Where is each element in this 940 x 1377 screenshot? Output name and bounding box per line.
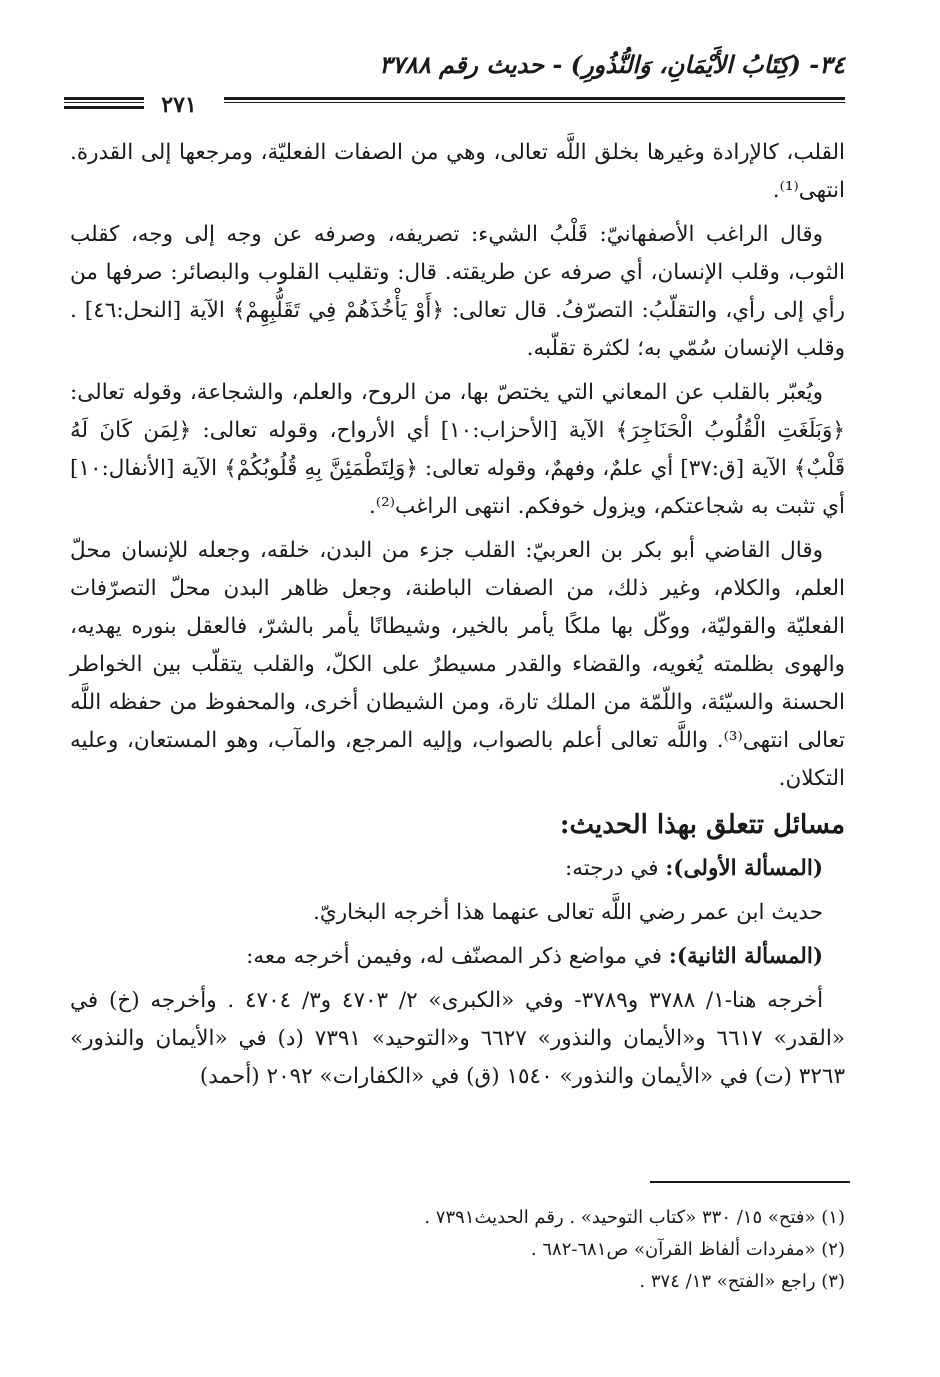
- main-text: [70, 134, 845, 1102]
- issue-1-text: حديث ابن عمر رضي اللَّه تعالى عنهما هذا أخرجه البخاريّ.: [313, 900, 823, 925]
- header-rule-main-2: [224, 102, 845, 103]
- issue-1-heading: [70, 850, 845, 888]
- issue-2-text: أخرجه هنا-١/ ٣٧٨٨ و٣٧٨٩- وفي «الكبرى» ٢/ ٤٧٠٣ و٣/ ٤٧٠٤ . وأخرجه (خ) في «القدر» ٦٦١٧ و«الأيمان والنذور» ٦٦٢٧ و«التوحيد» ٧٣٩١ (د) في «الأيمان والنذور» ٣٢٦٣ (ت) في «الأيمان والنذور» ١٥٤٠ (ق) في «الكفارات» ٢٠٩٢ (أحمد): [70, 988, 845, 1089]
- running-header-title: ٣٤- (كِتَابُ الأَيْمَانِ، وَالنُّذُورِ) - حديث رقم ٣٧٨٨: [379, 50, 845, 79]
- footnotes: [70, 1202, 845, 1298]
- footnote-1: (١) «فتح» ١٥/ ٣٣٠ «كتاب التوحيد» . رقم الحديث٧٣٩١ .: [424, 1207, 845, 1228]
- header-rule-left-3: [64, 106, 144, 109]
- issue-2-title: في مواضع ذكر المصنّف له، وفيمن أخرجه معه:: [246, 944, 669, 969]
- footnote-2: (٢) «مفردات ألفاظ القرآن» ص٦٨١-٦٨٢ .: [530, 1239, 845, 1260]
- issue-2-label: (المسألة الثانية):: [668, 944, 823, 969]
- paragraph-4: وقال القاضي أبو بكر بن العربيّ: القلب جزء من البدن، خلقه، وجعله للإنسان محلّ العلم، والكلام، وغير ذلك، من الصفات الباطنة، وجعل ظاهر البدن محلّ التصرّفات الفعليّة والقوليّة، ووكّل بها ملكًا يأمر بالخير، وشيطانًا يأمر بالشرّ، فالعقل بنوره يهديه، والهوى بظلمته يُغويه، والقضاء والقدر مسيطرٌ على الكلّ، والقلب يتقلّب بين الخواطر الحسنة والسيّئة، واللّمّة من الملك تارة، ومن الشيطان أخرى، والمحفوظ من حفظه اللَّه تعالى انتهى⁽³⁾. واللَّه تعالى أعلم بالصواب، وإليه المرجع، والمآب، وهو المستعان، وعليه التكلان.: [70, 538, 845, 791]
- header-rule-left-2: [64, 102, 144, 103]
- issue-1-title: في درجته:: [565, 856, 666, 881]
- footnote-3: (٣) راجع «الفتح» ١٣/ ٣٧٤ .: [639, 1271, 845, 1292]
- issue-2-heading: [70, 938, 845, 976]
- header-rule-left: [64, 97, 144, 100]
- footnote-separator: [650, 1181, 850, 1183]
- page-number: ٢٧١: [161, 92, 197, 118]
- header-rule-main: [224, 97, 845, 100]
- paragraph-2: وقال الراغب الأصفهانيّ: قَلْبُ الشيء: تصريفه، وصرفه عن وجه إلى وجه، كقلب الثوب، وقلب الإنسان، أي صرفه عن طريقته. قال: وتقليب القلوب والبصائر: صرفها من رأي إلى رأي، والتقلّبُ: التصرّفُ. قال تعالى: ﴿أَوْ يَأْخُذَهُمْ فِي تَقَلُّبِهِمْ﴾ الآية [النحل:٤٦] . وقلب الإنسان سُمّي به؛ لكثرة تقلّبه.: [70, 222, 845, 361]
- issue-1-label: (المسألة الأولى):: [665, 856, 823, 881]
- paragraph-1: القلب، كالإرادة وغيرها بخلق اللَّه تعالى، وهي من الصفات الفعليّة، ومرجعها إلى القدرة. انتهى⁽¹⁾.: [70, 140, 845, 203]
- paragraph-3: ويُعبّر بالقلب عن المعاني التي يختصّ بها، من الروح، والعلم، والشجاعة، وقوله تعالى: ﴿وَبَلَغَتِ الْقُلُوبُ الْحَنَاجِرَ﴾ الآية [الأحزاب:١٠] أي الأرواح، وقوله تعالى: ﴿لِمَن كَانَ لَهُ قَلْبٌ﴾ الآية [ق:٣٧] أي علمٌ، وفهمٌ، وقوله تعالى: ﴿وَلِتَطْمَئِنَّ بِهِ قُلُوبُكُمْ﴾ الآية [الأنفال:١٠] أي تثبت به شجاعتكم، ويزول خوفكم. انتهى الراغب⁽²⁾.: [70, 380, 845, 519]
- section-heading: مسائل تتعلق بهذا الحديث:: [559, 810, 845, 840]
